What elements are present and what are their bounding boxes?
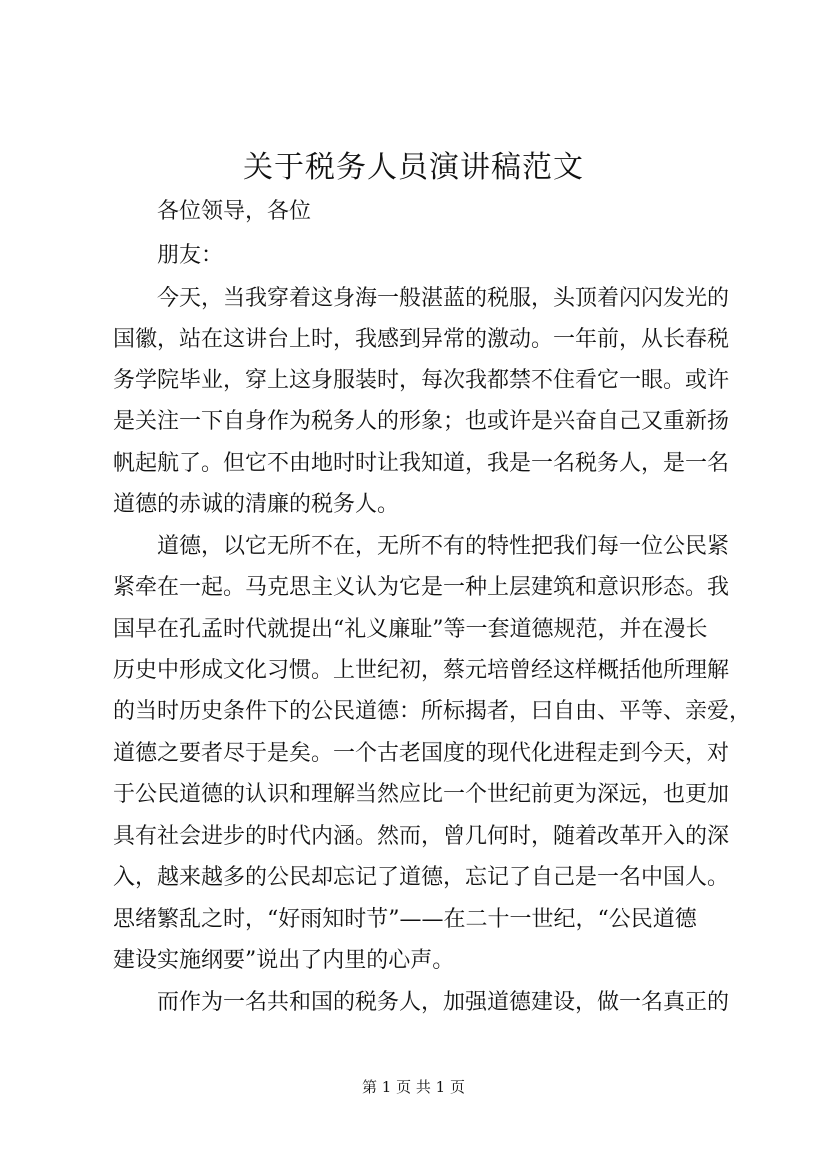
body-line: 国早在孔孟时代就提出“礼义廉耻”等一套道德规范，并在漫长 xyxy=(113,617,708,642)
body-line: 今天，当我穿着这身海一般湛蓝的税服，头顶着闪闪发光的 xyxy=(157,286,730,311)
body-line: 各位领导，各位 xyxy=(157,199,312,224)
body-line: 道德，以它无所不在，无所不有的特性把我们每一位公民紧 xyxy=(157,534,730,559)
body-line: 于公民道德的认识和理解当然应比一个世纪前更为深远，也更加 xyxy=(113,782,730,807)
body-line: 务学院毕业，穿上这身服装时，每次我都禁不住看它一眼。或许 xyxy=(113,368,730,393)
page-number-label: 第 1 页 共 1 页 xyxy=(362,1078,465,1096)
body-line: 道德之要者尽于是矣。一个古老国度的现代化进程走到今天，对 xyxy=(113,741,730,766)
body-line: 道德的赤诚的清廉的税务人。 xyxy=(113,492,400,517)
body-line: 历史中形成文化习惯。上世纪初，蔡元培曾经这样概括他所理解 xyxy=(113,658,730,683)
body-line: 入，越来越多的公民却忘记了道德，忘记了自己是一名中国人。 xyxy=(113,865,730,890)
page-footer xyxy=(0,1076,827,1098)
body-line: 具有社会进步的时代内涵。然而，曾几何时，随着改革开入的深 xyxy=(113,824,730,849)
body-line: 思绪繁乱之时，“好雨知时节”——在二十一世纪，“公民道德 xyxy=(113,907,697,932)
body-line: 帆起航了。但它不由地时时让我知道，我是一名税务人，是一名 xyxy=(113,451,730,476)
body-line: 紧牵在一起。马克思主义认为它是一种上层建筑和意识形态。我 xyxy=(113,575,730,600)
document-title: 关于税务人员演讲稿范文 xyxy=(243,150,584,185)
body-line: 国徽，站在这讲台上时，我感到异常的激动。一年前，从长春税 xyxy=(113,327,730,352)
body-line: 建设实施纲要”说出了内里的心声。 xyxy=(113,948,455,973)
body-line: 而作为一名共和国的税务人，加强道德建设，做一名真正的 xyxy=(157,990,730,1015)
body-line: 是关注一下自身作为税务人的形象；也或许是兴奋自己又重新扬 xyxy=(113,409,730,434)
body-line: 朋友： xyxy=(157,243,224,268)
body-line: 的当时历史条件下的公民道德：所标揭者，曰自由、平等、亲爱， xyxy=(113,699,752,724)
